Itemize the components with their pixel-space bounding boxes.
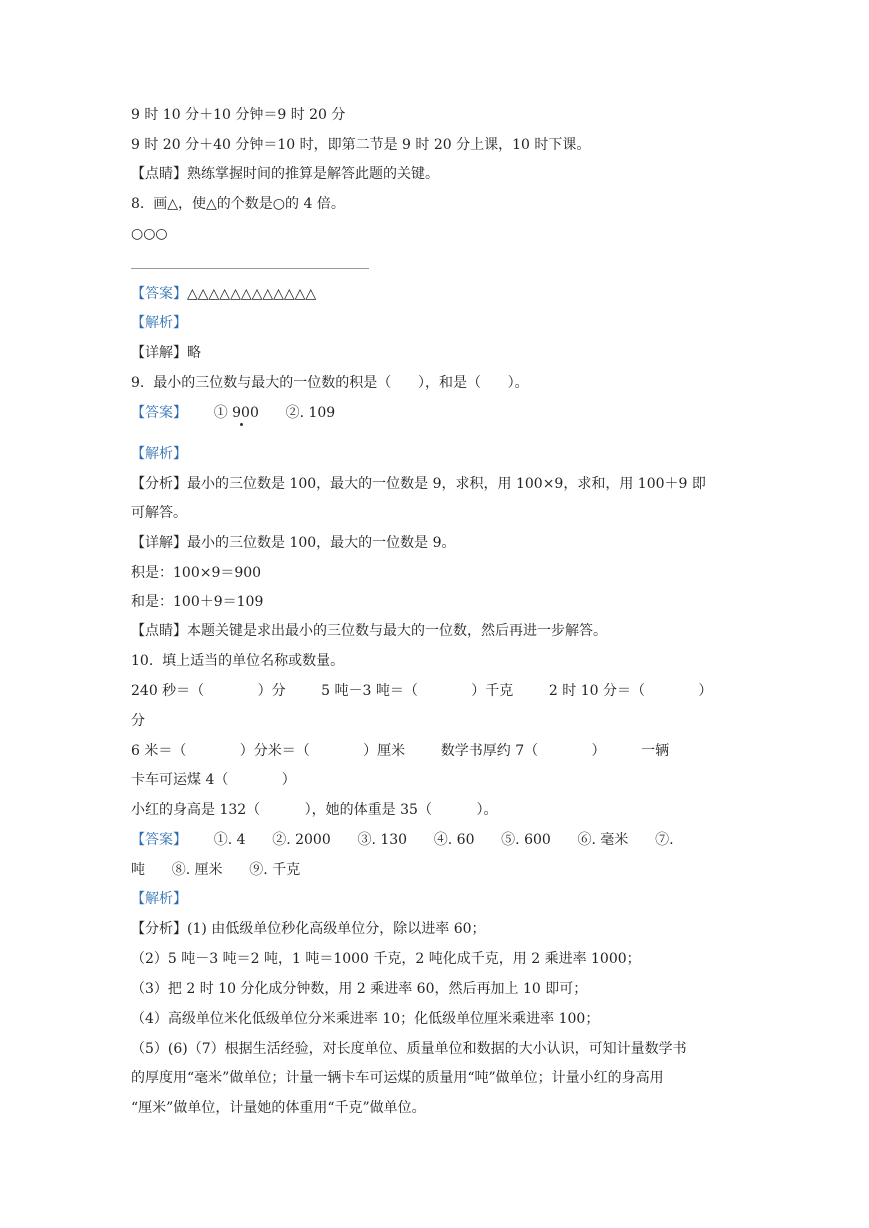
answer-tag: 【答案】 (131, 405, 187, 421)
text-line: 吨 ⑧. 厘米 ⑨. 千克 (131, 862, 301, 878)
text-line: 【点睛】熟练掌握时间的推算是解答此题的关键。 (131, 166, 439, 182)
answer-text: △△△△△△△△△△△△ (187, 286, 317, 302)
text-line: （3）把 2 时 10 分化成分钟数，用 2 乘进率 60，然后再加上 10 即可； (131, 981, 588, 997)
analysis-tag: 【解析】 (131, 446, 187, 462)
text-line: 小红的身高是 132（ ），她的体重是 35（ ）。 (131, 802, 498, 818)
text-line: 的厚度用“毫米”做单位；计量一辆卡车可运煤的质量用“吨”做单位；计量小红的身高用 (131, 1070, 664, 1086)
text-line: （2）5 吨－3 吨＝2 吨，1 吨＝1000 千克，2 吨化成千克，用 2 乘进率 1000； (131, 951, 641, 967)
text-line: （5）(6)（7）根据生活经验，对长度单位、质量单位和数据的大小认识，可知计量数学书 (131, 1041, 687, 1057)
text-line: 【详解】略 (131, 345, 201, 361)
text-line: 分 (131, 713, 145, 729)
text-line: 9 时 10 分＋10 分钟＝9 时 20 分 (131, 107, 346, 123)
text-line: 【分析】(1) 由低级单位秒化高级单位分，除以进率 60； (131, 921, 486, 937)
answer-line (131, 403, 335, 423)
answer-text: ①. 4 ②. 2000 ③. 130 ④. 60 ⑤. 600 ⑥. 毫米 ⑦. (187, 832, 674, 848)
answer-line (131, 830, 674, 850)
text-line: 卡车可运煤 4（ ） (131, 772, 296, 788)
text-line: 可解答。 (131, 505, 187, 521)
text-line: 6 米＝（ ）分米＝（ ）厘米 数学书厚约 7（ ） 一辆 (131, 743, 670, 759)
text-line: 【详解】最小的三位数是 100，最大的一位数是 9。 (131, 535, 456, 551)
question-10: 10. 填上适当的单位名称或数量。 (131, 653, 345, 669)
answer-tag: 【答案】 (131, 286, 187, 302)
question-8: 8. 画△，使△的个数是○的 4 倍。 (131, 196, 345, 212)
text-line: （4）高级单位米化低级单位分米乘进率 10；化低级单位厘米乘进率 100； (131, 1011, 600, 1027)
text-line: 和是：100＋9＝109 (131, 594, 264, 610)
text-line: 积是：100×9＝900 (131, 565, 262, 581)
answer-text: ① 900 ②. 109 (187, 405, 336, 421)
text-line: 9 时 20 分＋40 分钟＝10 时，即第二节是 9 时 20 分上课，10 时下课。 (131, 137, 591, 153)
answer-underline (131, 268, 369, 269)
text-line: 240 秒＝（ ）分 5 吨－3 吨＝（ ）千克 2 时 10 分＝（ ） (131, 683, 713, 699)
circles-line: ○○○ (131, 226, 168, 242)
answer-line (131, 284, 316, 304)
text-line: 【分析】最小的三位数是 100，最大的一位数是 9，求积，用 100×9，求和，用 100＋9 即 (131, 476, 706, 492)
stray-dot (240, 423, 243, 426)
analysis-tag: 【解析】 (131, 891, 187, 907)
question-9: 9. 最小的三位数与最大的一位数的积是（ ），和是（ ）。 (131, 375, 529, 391)
analysis-tag: 【解析】 (131, 315, 187, 331)
text-line: “厘米”做单位，计量她的体重用“千克”做单位。 (131, 1100, 426, 1116)
answer-tag: 【答案】 (131, 832, 187, 848)
text-line: 【点睛】本题关键是求出最小的三位数与最大的一位数，然后再进一步解答。 (131, 623, 607, 639)
